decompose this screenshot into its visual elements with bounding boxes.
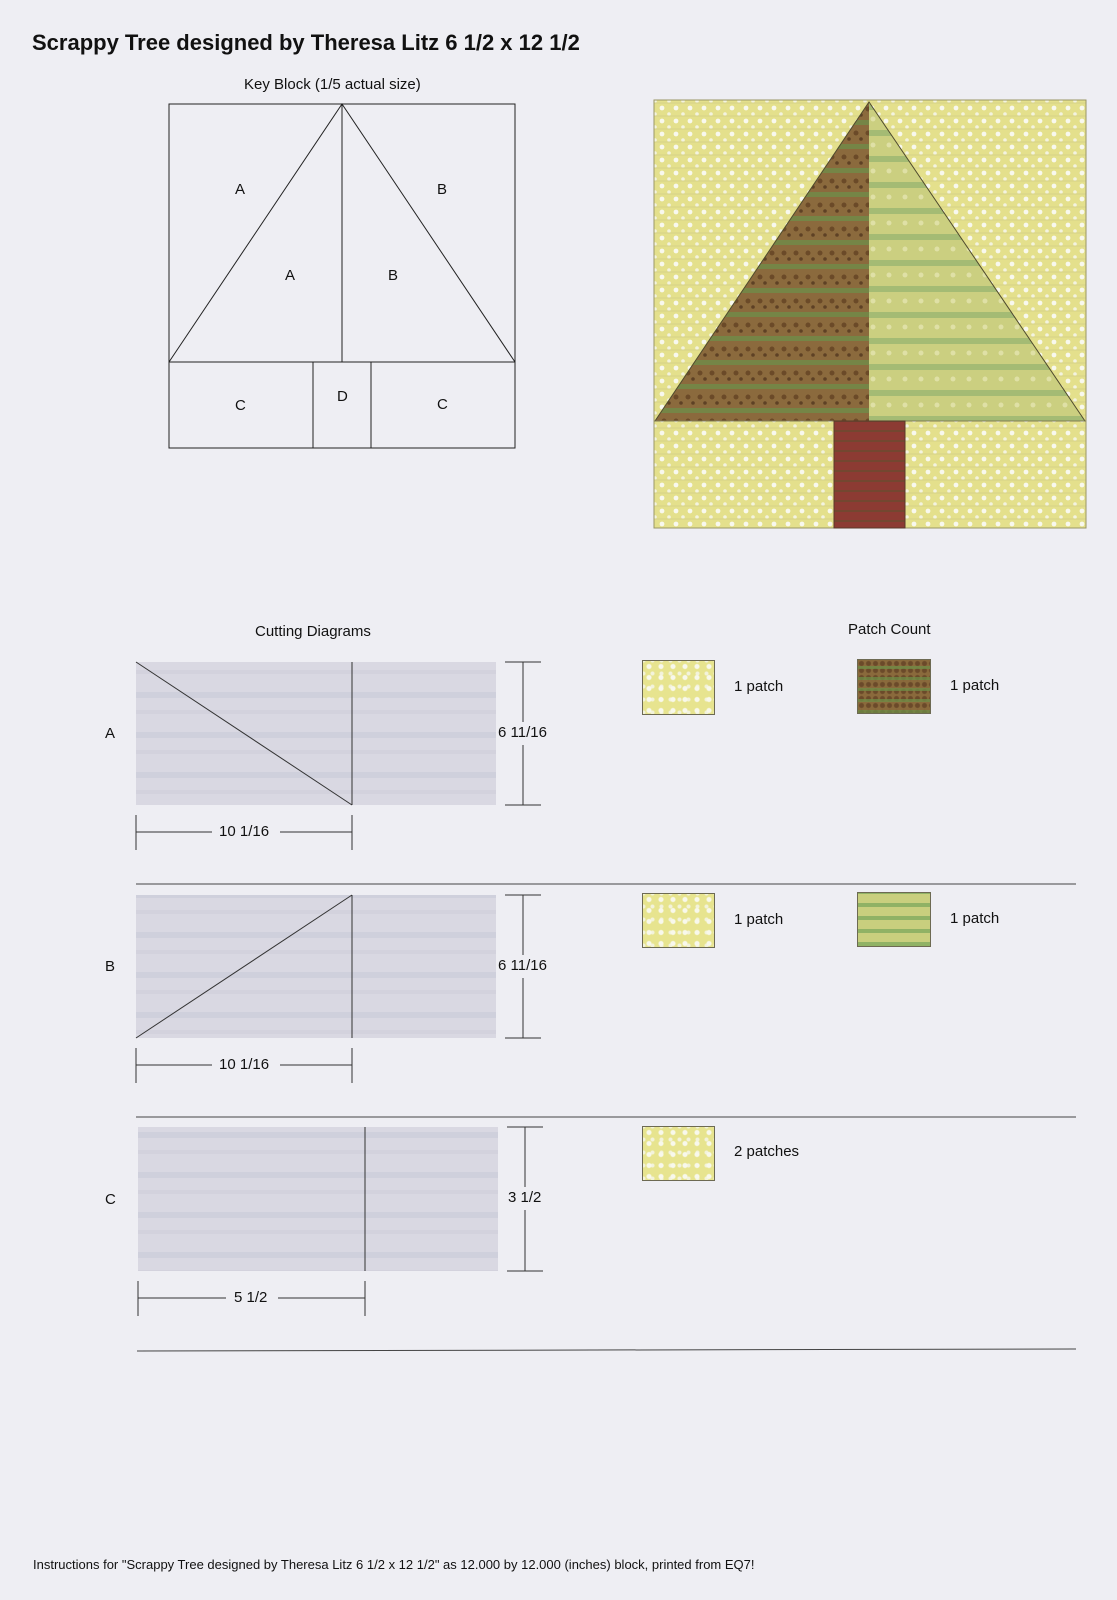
- key-label-b-inner: B: [388, 267, 399, 284]
- page-title: Scrappy Tree designed by Theresa Litz 6 1/2 x 12 1/2: [32, 30, 580, 55]
- height-dimension-a: 6 11/16: [498, 724, 547, 741]
- key-label-c-left: C: [235, 397, 246, 414]
- patch-swatch-light-floral: [642, 893, 715, 948]
- patch-count-text: 1 patch: [950, 677, 1000, 694]
- patch-count-text: 2 patches: [734, 1143, 800, 1160]
- cutting-row-label-b: B: [105, 958, 116, 975]
- patch-count-heading: Patch Count: [848, 621, 931, 638]
- patch-count-text: 1 patch: [734, 678, 784, 695]
- key-label-a-inner: A: [285, 267, 296, 284]
- key-label-a-outer: A: [235, 181, 246, 198]
- cutting-diagrams-heading: Cutting Diagrams: [255, 623, 371, 640]
- width-dimension-a: 10 1/16: [219, 823, 270, 840]
- patch-swatch-light-floral: [642, 660, 715, 715]
- width-dimension-b: 10 1/16: [219, 1056, 270, 1073]
- cutting-diagram-a: [136, 662, 541, 850]
- patch-swatch-green-print: [857, 892, 931, 947]
- patch-swatch-brown-print: [857, 659, 931, 714]
- width-dimension-c: 5 1/2: [234, 1289, 268, 1306]
- key-label-b-outer: B: [437, 181, 448, 198]
- key-label-c-right: C: [437, 396, 448, 413]
- patch-count-text: 1 patch: [950, 910, 1000, 927]
- key-block-heading: Key Block (1/5 actual size): [244, 76, 421, 93]
- cutting-diagram-c: [138, 1127, 543, 1316]
- cutting-diagram-b: [136, 895, 541, 1083]
- key-label-d: D: [337, 388, 348, 405]
- footer-note: Instructions for "Scrappy Tree designed by Theresa Litz 6 1/2 x 12 1/2" as 12.000 by 12.000 (inches) block, printed from EQ7!: [33, 1557, 755, 1572]
- patch-count-text: 1 patch: [734, 911, 784, 928]
- height-dimension-c: 3 1/2: [508, 1189, 542, 1206]
- patch-swatch-light-floral: [642, 1126, 715, 1181]
- cutting-row-label-a: A: [105, 725, 116, 742]
- cutting-row-label-c: C: [105, 1191, 116, 1208]
- height-dimension-b: 6 11/16: [498, 957, 547, 974]
